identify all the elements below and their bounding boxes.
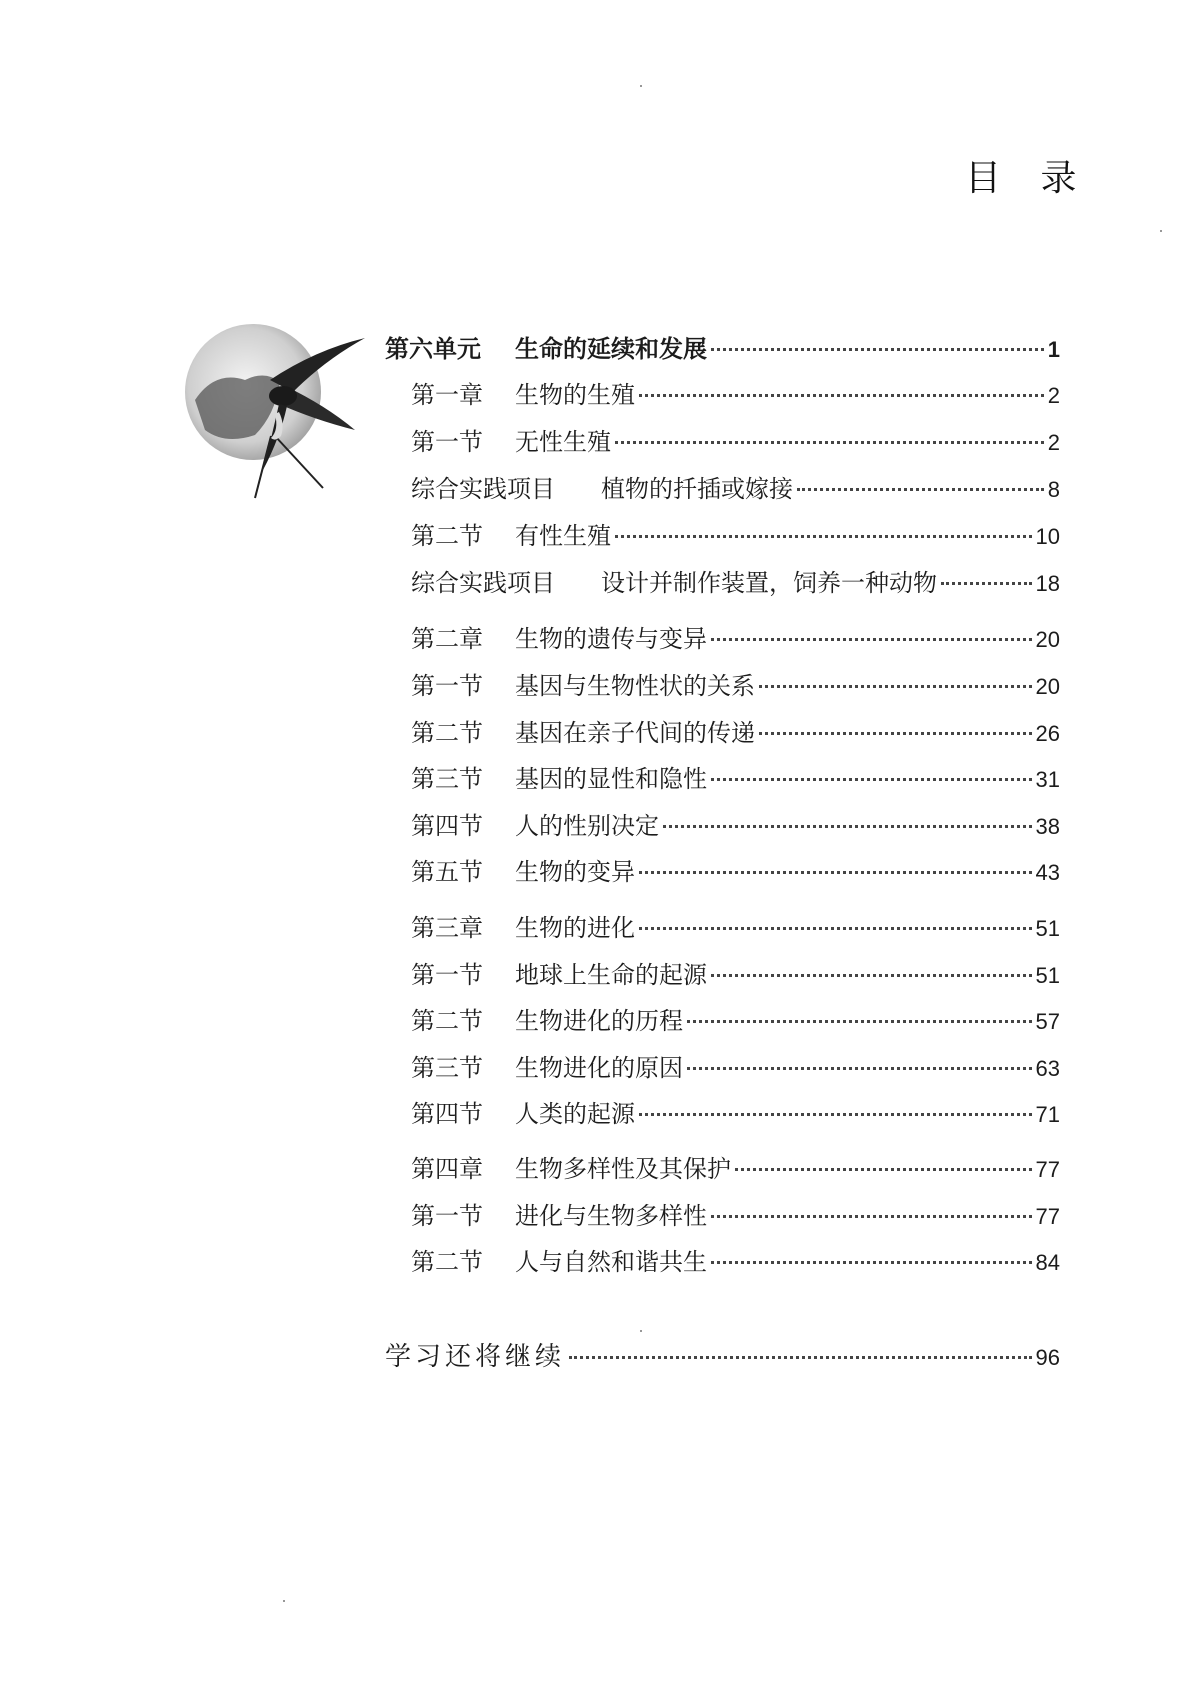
scan-speck <box>640 85 642 87</box>
page-title: 目 录 <box>965 158 1091 199</box>
toc-entry[interactable] <box>411 1099 1060 1130</box>
toc-title: 进化与生物多样性 <box>515 1202 707 1230</box>
toc-entry[interactable] <box>411 380 1060 411</box>
toc-page: 43 <box>1035 860 1060 885</box>
toc-entry[interactable] <box>411 568 1060 599</box>
toc-page: 38 <box>1035 814 1060 839</box>
toc-number: 第一节 <box>411 1202 483 1230</box>
toc-entry[interactable] <box>411 521 1060 552</box>
toc-number: 第二节 <box>411 1007 483 1035</box>
dot-leader <box>663 824 1032 828</box>
toc-title: 设计并制作装置，饲养一种动物 <box>601 569 937 597</box>
dot-leader <box>639 926 1032 930</box>
dot-leader <box>615 534 1032 538</box>
dot-leader <box>639 1112 1032 1116</box>
dot-leader <box>569 1355 1032 1359</box>
dot-leader <box>711 777 1032 781</box>
toc-number: 第二节 <box>411 719 483 747</box>
toc-title: 有性生殖 <box>515 522 611 550</box>
toc-entry[interactable] <box>411 913 1060 944</box>
toc-entry[interactable] <box>411 624 1060 655</box>
dot-leader <box>941 581 1032 585</box>
toc-page: 1 <box>1047 337 1060 362</box>
toc-entry[interactable] <box>411 1053 1060 1084</box>
toc-title: 学习还将继续 <box>385 1342 566 1372</box>
toc-entry[interactable] <box>411 474 1060 505</box>
toc-number: 综合实践项目 <box>411 569 555 597</box>
toc-number: 第五节 <box>411 858 483 886</box>
toc-page: 51 <box>1035 963 1060 988</box>
dot-leader <box>711 637 1032 641</box>
toc-entry[interactable] <box>411 1154 1060 1185</box>
toc-page: 10 <box>1035 524 1060 549</box>
toc-entry[interactable] <box>411 764 1060 795</box>
dot-leader <box>797 487 1044 491</box>
toc-title: 生物多样性及其保护 <box>515 1155 731 1183</box>
toc-title: 人的性别决定 <box>515 812 659 840</box>
toc-entry[interactable] <box>411 671 1060 702</box>
toc-number: 第一节 <box>411 672 483 700</box>
toc-title: 人与自然和谐共生 <box>515 1248 707 1276</box>
toc-number: 综合实践项目 <box>411 475 555 503</box>
toc-page: 20 <box>1035 627 1060 652</box>
toc-title: 基因与生物性状的关系 <box>515 672 755 700</box>
dot-leader <box>711 973 1032 977</box>
dot-leader <box>687 1066 1032 1070</box>
scan-speck <box>283 1600 285 1602</box>
toc-page: 84 <box>1035 1250 1060 1275</box>
toc-number: 第六单元 <box>385 335 481 363</box>
toc-title: 生物的变异 <box>515 858 635 886</box>
toc-title: 人类的起源 <box>515 1100 635 1128</box>
toc-page: 8 <box>1047 477 1060 502</box>
toc-page: 20 <box>1035 674 1060 699</box>
toc-page: 63 <box>1035 1056 1060 1081</box>
toc-page: 18 <box>1035 571 1060 596</box>
toc-number: 第四节 <box>411 1100 483 1128</box>
dot-leader <box>615 440 1044 444</box>
toc-title: 地球上生命的起源 <box>515 961 707 989</box>
toc-title: 生物进化的历程 <box>515 1007 683 1035</box>
toc-title: 基因的显性和隐性 <box>515 765 707 793</box>
toc-number: 第一节 <box>411 428 483 456</box>
toc-title: 植物的扦插或嫁接 <box>601 475 793 503</box>
toc-number: 第一节 <box>411 961 483 989</box>
toc-title: 生物的生殖 <box>515 381 635 409</box>
toc-number: 第三节 <box>411 765 483 793</box>
toc-number: 第四章 <box>411 1155 483 1183</box>
toc-page: 77 <box>1035 1204 1060 1229</box>
toc-page: 71 <box>1035 1102 1060 1127</box>
toc-entry[interactable] <box>411 718 1060 749</box>
toc-entry[interactable] <box>411 811 1060 842</box>
toc-title: 生物的进化 <box>515 914 635 942</box>
toc-entry[interactable] <box>411 1006 1060 1037</box>
scan-speck <box>640 1330 642 1332</box>
toc-number: 第二章 <box>411 625 483 653</box>
toc-entry[interactable] <box>411 427 1060 458</box>
toc-title: 生物进化的原因 <box>515 1054 683 1082</box>
toc-number: 第一章 <box>411 381 483 409</box>
toc-entry[interactable] <box>385 334 1060 365</box>
toc-title: 生命的延续和发展 <box>515 335 707 363</box>
dot-leader <box>711 347 1044 351</box>
toc-title: 无性生殖 <box>515 428 611 456</box>
dot-leader <box>711 1260 1032 1264</box>
dot-leader <box>735 1167 1032 1171</box>
toc-page: 57 <box>1035 1009 1060 1034</box>
toc-number: 第三章 <box>411 914 483 942</box>
dot-leader <box>687 1019 1032 1023</box>
toc-page: 2 <box>1047 430 1060 455</box>
toc-entry[interactable] <box>411 1201 1060 1232</box>
toc-entry[interactable] <box>385 1342 1060 1373</box>
dot-leader <box>759 684 1032 688</box>
toc-entry[interactable] <box>411 1247 1060 1278</box>
toc-number: 第三节 <box>411 1054 483 1082</box>
dot-leader <box>639 870 1032 874</box>
toc-title: 生物的遗传与变异 <box>515 625 707 653</box>
dot-leader <box>639 393 1044 397</box>
toc-entry[interactable] <box>411 960 1060 991</box>
toc-entry[interactable] <box>411 857 1060 888</box>
toc-number: 第二节 <box>411 522 483 550</box>
dot-leader <box>759 731 1032 735</box>
toc-page: 96 <box>1035 1345 1060 1370</box>
toc-number: 第四节 <box>411 812 483 840</box>
scan-speck <box>1160 230 1162 232</box>
toc-page: 26 <box>1035 721 1060 746</box>
toc-number: 第二节 <box>411 1248 483 1276</box>
dot-leader <box>711 1214 1032 1218</box>
toc-page: 51 <box>1035 916 1060 941</box>
toc-page: 77 <box>1035 1157 1060 1182</box>
toc-title: 基因在亲子代间的传递 <box>515 719 755 747</box>
toc-page: 31 <box>1035 767 1060 792</box>
toc-page: 2 <box>1047 383 1060 408</box>
